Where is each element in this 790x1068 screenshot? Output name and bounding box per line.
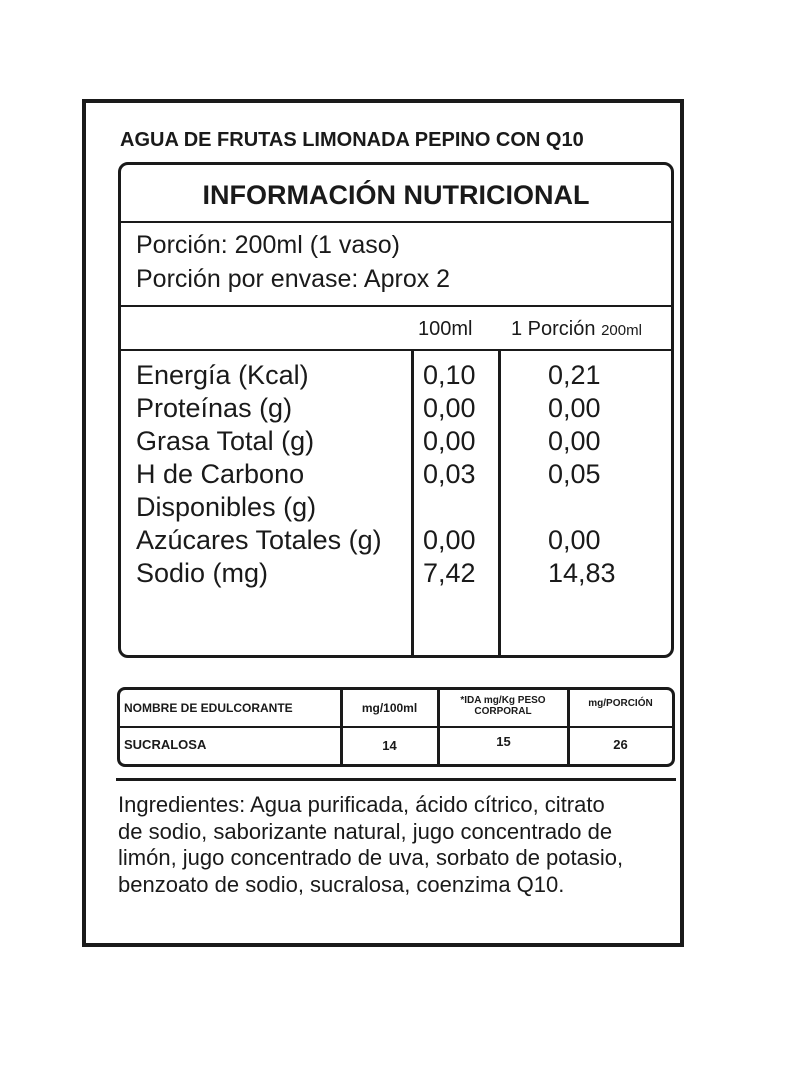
portions-per-container: Porción por envase: Aprox 2 xyxy=(136,265,451,293)
sweetener-name: SUCRALOSA xyxy=(124,737,207,752)
column-header-portion xyxy=(511,318,642,341)
nutrition-header: INFORMACIÓN NUTRICIONAL xyxy=(121,165,671,223)
sweetener-table xyxy=(117,687,675,767)
sweetener-header-mg100ml: mg/100ml xyxy=(361,701,418,715)
nutrient-value-portion: 14,83 xyxy=(548,558,616,588)
nutrient-value-portion: 0,21 xyxy=(548,360,601,390)
portion-size: Porción: 200ml (1 vaso) xyxy=(136,231,401,259)
column-header-portion-main: 1 Porción xyxy=(511,318,596,340)
nutrient-label: H de Carbono xyxy=(136,459,305,489)
nutrient-value-100ml: 0,00 xyxy=(423,393,476,423)
product-title: AGUA DE FRUTAS LIMONADA PEPINO CON Q10 xyxy=(120,129,584,151)
nutrient-value-portion: 0,05 xyxy=(548,459,601,489)
sweetener-ida: 15 xyxy=(496,734,511,749)
nutrition-facts-box xyxy=(118,162,674,658)
section-divider xyxy=(116,778,676,781)
nutrient-value-100ml: 0,00 xyxy=(423,426,476,456)
nutrient-label: Sodio (mg) xyxy=(136,558,269,588)
ingredients-line: limón, jugo concentrado de uva, sorbato de potasio, xyxy=(118,845,624,870)
ingredients-line: de sodio, saborizante natural, jugo concentrado de xyxy=(118,818,613,844)
sweetener-divider-2 xyxy=(437,690,440,764)
nutrient-label: Grasa Total (g) xyxy=(136,426,315,456)
nutrient-value-100ml: 0,10 xyxy=(423,360,476,390)
column-divider-1 xyxy=(411,350,414,655)
column-header-100ml: 100ml xyxy=(418,318,473,340)
ingredients-line: benzoato de sodio, sucralosa, coenzima Q10. xyxy=(118,871,565,897)
nutrient-value-portion: 0,00 xyxy=(548,525,601,555)
nutrient-value-100ml: 0,00 xyxy=(423,525,476,555)
nutrient-value-100ml: 7,42 xyxy=(423,558,476,588)
sweetener-mg100ml: 14 xyxy=(382,738,397,753)
column-header-portion-unit: 200ml xyxy=(601,322,642,339)
sweetener-mgportion: 26 xyxy=(613,737,628,752)
nutrient-value-portion: 0,00 xyxy=(548,393,601,423)
sweetener-header-mgportion: mg/PORCIÓN xyxy=(588,698,653,709)
ingredients-text xyxy=(118,792,678,898)
nutrient-label: Azúcares Totales (g) xyxy=(136,525,382,555)
nutrient-value-100ml: 0,03 xyxy=(423,459,476,489)
nutrient-value-portion: 0,00 xyxy=(548,426,601,456)
portion-info xyxy=(121,223,671,307)
column-divider-2 xyxy=(498,350,501,655)
ingredients-line: Ingredientes: Agua purificada, ácido cítrico, citrato xyxy=(118,792,605,817)
sweetener-header-ida: *IDA mg/Kg PESO CORPORAL xyxy=(460,695,546,717)
nutrient-label: Energía (Kcal) xyxy=(136,360,309,390)
nutrient-label: Proteínas (g) xyxy=(136,393,293,423)
nutrient-label: Disponibles (g) xyxy=(136,492,317,522)
sweetener-header-name: NOMBRE DE EDULCORANTE xyxy=(124,701,293,715)
column-headers xyxy=(121,307,671,351)
